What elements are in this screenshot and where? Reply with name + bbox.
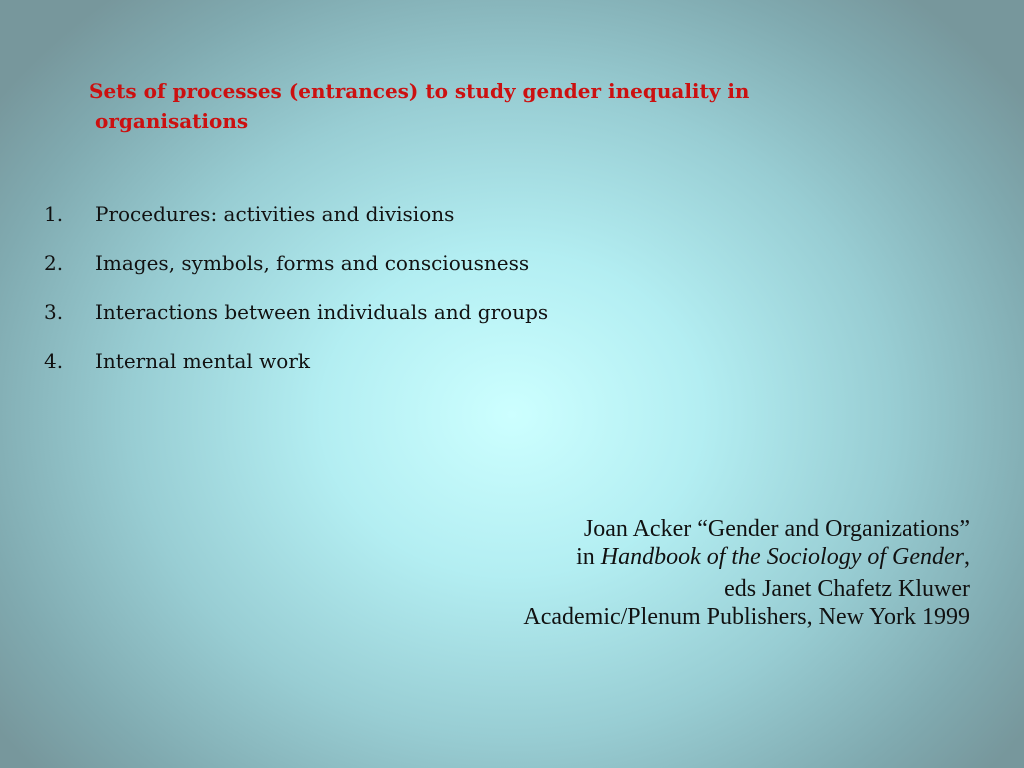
list-item-number: 1. <box>44 202 64 226</box>
slide-title <box>89 76 849 136</box>
list-item-text: Internal mental work <box>95 349 311 373</box>
citation <box>523 515 970 631</box>
list-item-number: 4. <box>44 349 64 373</box>
list-item-text: Interactions between individuals and groups <box>95 300 549 324</box>
citation-line-3: eds Janet Chafetz Kluwer <box>724 576 970 602</box>
list-item-text: Images, symbols, forms and consciousness <box>95 251 530 275</box>
citation-book-title: Handbook of the Sociology of Gender <box>600 544 964 570</box>
citation-line-2 <box>523 543 970 571</box>
citation-in-prefix: in <box>576 544 601 570</box>
list-item-text: Procedures: activities and divisions <box>95 202 455 226</box>
citation-comma: , <box>964 544 970 570</box>
slide-title-line-2: organisations <box>95 109 249 133</box>
list-item-number: 2. <box>44 251 64 275</box>
citation-line-4: Academic/Plenum Publishers, New York 1999 <box>523 604 970 630</box>
list-item-number: 3. <box>44 300 64 324</box>
slide-title-line-1: Sets of processes (entrances) to study gender inequality in <box>89 79 750 103</box>
citation-line-1: Joan Acker “Gender and Organizations” <box>583 516 970 542</box>
